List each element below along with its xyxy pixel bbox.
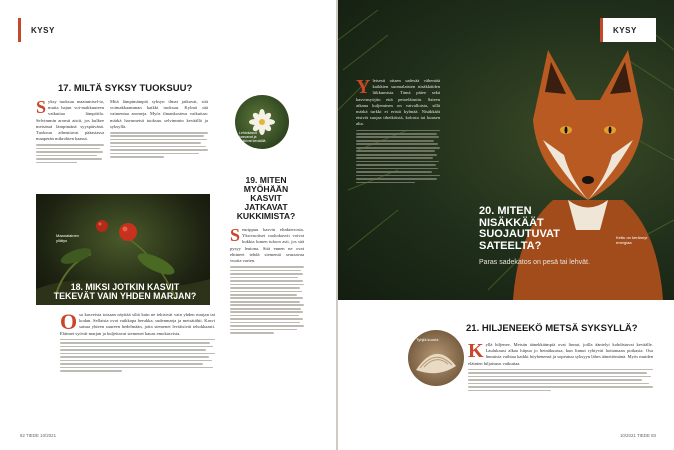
q21-body	[468, 342, 653, 391]
section-tag	[18, 18, 88, 42]
q18-body	[60, 309, 215, 372]
q18-text: sa kasveista toisaan näyttää siltä kuin ne tekisivät vain yhden marjan tai kodan. Sellaisia ovat vaikkapa herukka, sudenmarja ja metsätähti. Kasvi satsaa yhteen suureen hedelmään, jotta siemenet leviäisivät tehokkaasti. Eläimet syövät marjan ja kuljettavat siemenet kauas emokasvista.	[60, 312, 215, 336]
q19-col1	[230, 227, 304, 334]
q21-photo-caption: Tyhjiä kuoria	[416, 337, 439, 342]
q20-dropcap: Y	[356, 76, 371, 98]
q17-dropcap: S	[36, 97, 47, 117]
q17-heading: 17. MILTÄ SYKSY TUOKSUU?	[58, 83, 193, 94]
folio-left: 82 TIEDE 10/2021	[20, 433, 57, 438]
q19-photo-caption: Lehtokasvit kasvavat ja kukkivat keväällä	[239, 131, 266, 143]
q17-col1-text: yksy tuoksuu maatumisel-ta, mutta hajun voi-makkuuteen vaikuttaa lämpötila. Selvimmin aromit aistii, jos kulkee metsässä lämpimänä syyspäivänä. Tuoksun aiheuttavat pääasiassa maaperän mikrobien kaasut.	[36, 99, 104, 142]
q19-dropcap: S	[230, 225, 241, 245]
q20-filler	[356, 130, 440, 184]
section-tag-right	[600, 18, 656, 42]
q18-heading: 18. MIKSI JOTKIN KASVIT TEKEVÄT VAIN YHDEN MARJAN?	[53, 282, 197, 302]
q18-photo-caption: Maanalainen yllätys	[56, 233, 79, 243]
q17-col2	[110, 99, 208, 158]
q17-col1	[36, 99, 104, 163]
q17-col1-filler	[36, 144, 104, 163]
q20-text: leisesti ottaen sadesää vähentää kaikkien suomalaisten nisäkkäiden liikkumista. Tämä pätee sekä kasvinsyöjiin että petoeläimiin. Sateen aikana kuljeminen on vaivalloista, sillä märkä turkki ei eristä kylmää. Nisäkkäät etsivät suojaa tiheiköistä, kolosta tai kuusen alta.	[356, 78, 440, 127]
q19-col1-filler	[230, 266, 304, 334]
right-page	[338, 0, 674, 450]
q19-round-photo	[235, 95, 289, 149]
q18-dropcap: O	[60, 309, 78, 334]
folio-right: 10/2021 TIEDE 83	[619, 433, 656, 438]
q21-text: yllä hiljenee. Metsän äänekkäimpiä ovat linnut, joilla ääntelyt kohdistuvat keväälle. Laulukausi alkaa hiipua jo heinäkuussa, kun linnut ryhtyvät hoitamaan poikasia. Osa linnuista vaihtaa kaikki höyhenensä ja sopeutuu syksyyn lähes äänettömänä. Myös muiden eläinten hiljaisuus vaikuttaa.	[468, 342, 653, 366]
q20-photo-caption: Kettu on kerännyt energiaa	[616, 235, 648, 245]
q17-col2-filler	[110, 132, 208, 158]
q20-subheading: Paras sadekatos on pesä tai lehvät.	[479, 259, 590, 266]
q21-dropcap: K	[468, 340, 484, 362]
q20-heading: 20. MITEN NISÄKKÄÄT SUOJAUTUVAT SATEELTA?	[479, 205, 560, 252]
q19-heading: 19. MITEN MYÖHÄÄN KASVIT JATKAVAT KUKKIMISTA?	[236, 175, 296, 222]
q18-filler	[60, 339, 215, 372]
section-tag-label: KYSY	[31, 25, 55, 35]
q19-col1-text: eurippuu kasvin elinkierrosta. Yksivuotiset ruohokasvit voivat kukkia lumen tuloon asti, jos sää pysyy leutona. Sitä ennen ne ovat ehtineet tehdä siemeniä seuraavaa vuotta varten.	[230, 227, 304, 264]
section-tag-right-label: KYSY	[613, 25, 637, 35]
left-page	[0, 0, 336, 450]
q21-round-photo	[408, 330, 464, 386]
q21-filler	[468, 369, 653, 392]
q21-heading: 21. HILJENEEKÖ METSÄ SYKSYLLÄ?	[466, 323, 638, 334]
q20-body	[356, 78, 440, 183]
q17-col2-text: Mitä lämpimämpiä syksyn ilmat jatkuvat, sitä voimakkaamman kaikki tuoksuu. Kylmä sää vaimentaa aromeja. Myös ilmankosteus vaikuttaa: märkä havumetsä tuoksuu selvimmin keväällä ja syksyllä.	[110, 99, 208, 129]
